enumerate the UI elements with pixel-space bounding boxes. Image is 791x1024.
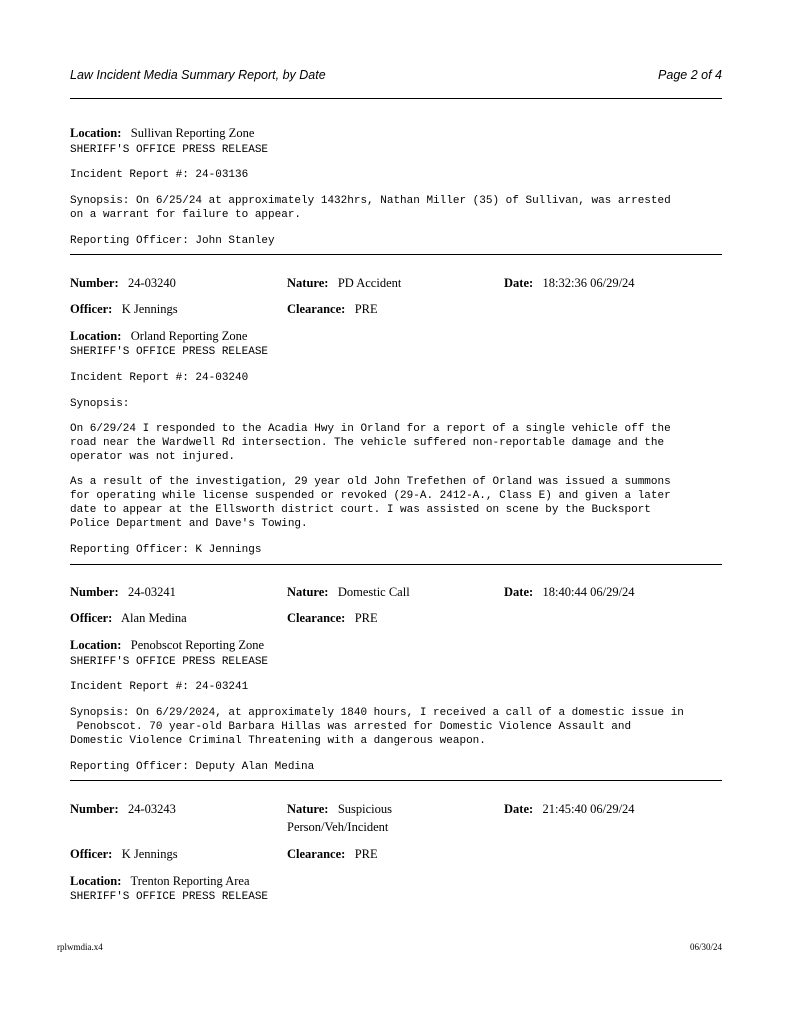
entry0-press: SHERIFF'S OFFICE PRESS RELEASE: [70, 144, 269, 156]
location-label: Location:: [70, 638, 122, 652]
entry2-reporting-officer: Reporting Officer: Deputy Alan Medina: [70, 761, 315, 773]
nature-value: Domestic Call: [337, 585, 410, 599]
entry1-location: [70, 327, 247, 345]
entry1-press: SHERIFF'S OFFICE PRESS RELEASE: [70, 346, 269, 358]
entry3-clearance: [287, 845, 378, 863]
entry2-nature: [287, 583, 410, 601]
report-header: [70, 68, 722, 86]
entry1-synopsis-paragraph-1: On 6/29/24 I responded to the Acadia Hwy in Orland for a report of a single vehicle off the road near the Wardwell Rd intersection. The vehicle suffered non-reportable damage and the operator was not injured.: [70, 423, 671, 463]
entry2-location: [70, 636, 264, 654]
entry2-number: [70, 583, 176, 601]
entry1-clearance: [287, 300, 378, 318]
entry2-synopsis: Synopsis: On 6/29/2024, at approximately 1840 hours, I received a call of a domestic issue in Penobscot. 70 year-old Barbara Hillas was arrested for Domestic Violence Assault and Domestic Violence Criminal Threatening with a dangerous weapon.: [70, 707, 684, 747]
entry-divider: [70, 254, 722, 255]
header-rule: [70, 98, 722, 99]
officer-label: Officer:: [70, 611, 113, 625]
entry2-officer: [70, 609, 187, 627]
entry0-location: [70, 124, 254, 142]
entry0-incident: Incident Report #: 24-03136: [70, 169, 249, 181]
date-label: Date:: [504, 585, 534, 599]
clearance-value: PRE: [354, 302, 378, 316]
clearance-label: Clearance:: [287, 302, 346, 316]
officer-label: Officer:: [70, 302, 113, 316]
entry3-nature-continued: Person/Veh/Incident: [287, 820, 389, 834]
number-value: 24-03241: [127, 585, 176, 599]
entry2-clearance: [287, 609, 378, 627]
entry3-officer: [70, 845, 178, 863]
number-value: 24-03243: [127, 802, 176, 816]
officer-value: Alan Medina: [121, 611, 187, 625]
entry1-number: [70, 274, 176, 292]
nature-value: PD Accident: [337, 276, 402, 290]
clearance-label: Clearance:: [287, 611, 346, 625]
entry1-date: [504, 274, 635, 292]
date-value: 18:40:44 06/29/24: [542, 585, 635, 599]
entry0-reporting-officer: Reporting Officer: John Stanley: [70, 235, 275, 247]
footer-date: 06/30/24: [689, 942, 722, 952]
entry1-nature: [287, 274, 401, 292]
location-value: Sullivan Reporting Zone: [130, 126, 255, 140]
number-label: Number:: [70, 802, 119, 816]
report-title: Law Incident Media Summary Report, by Date: [70, 68, 326, 82]
location-label: Location:: [70, 126, 122, 140]
officer-value: K Jennings: [121, 302, 178, 316]
clearance-label: Clearance:: [287, 847, 346, 861]
location-label: Location:: [70, 874, 122, 888]
footer-report-id: rplwmdia.x4: [57, 942, 103, 952]
entry1-synopsis-paragraph-2: As a result of the investigation, 29 year old John Trefethen of Orland was issued a summons for operating while license suspended or revoked (29-A. 2412-A., Class E) and given a later date to appear at the Ellsworth district court. I was assisted on scene by the Bucksport Police Department and Dave's Towing.: [70, 476, 671, 530]
officer-value: K Jennings: [121, 847, 178, 861]
number-value: 24-03240: [127, 276, 176, 290]
clearance-value: PRE: [354, 611, 378, 625]
entry3-location: [70, 872, 250, 890]
entry1-officer: [70, 300, 178, 318]
number-label: Number:: [70, 585, 119, 599]
nature-label: Nature:: [287, 585, 329, 599]
date-value: 18:32:36 06/29/24: [542, 276, 635, 290]
entry2-date: [504, 583, 635, 601]
entry3-date: [504, 800, 635, 818]
entry-divider: [70, 564, 722, 565]
clearance-value: PRE: [354, 847, 378, 861]
nature-value: Suspicious: [337, 802, 392, 816]
entry2-incident: Incident Report #: 24-03241: [70, 681, 249, 693]
number-label: Number:: [70, 276, 119, 290]
entry3-nature: [287, 800, 392, 818]
location-value: Orland Reporting Zone: [130, 329, 248, 343]
entry3-number: [70, 800, 176, 818]
date-label: Date:: [504, 802, 534, 816]
date-label: Date:: [504, 276, 534, 290]
location-value: Penobscot Reporting Zone: [130, 638, 265, 652]
entry1-incident: Incident Report #: 24-03240: [70, 372, 249, 384]
date-value: 21:45:40 06/29/24: [542, 802, 635, 816]
entry1-reporting-officer: Reporting Officer: K Jennings: [70, 544, 262, 556]
entry1-synopsis-label: Synopsis:: [70, 398, 130, 410]
officer-label: Officer:: [70, 847, 113, 861]
entry0-synopsis: Synopsis: On 6/25/24 at approximately 1432hrs, Nathan Miller (35) of Sullivan, was arrested on a warrant for failure to appear.: [70, 195, 671, 221]
location-value: Trenton Reporting Area: [130, 874, 250, 888]
page-number: Page 2 of 4: [658, 68, 722, 82]
entry-divider: [70, 780, 722, 781]
nature-label: Nature:: [287, 276, 329, 290]
location-label: Location:: [70, 329, 122, 343]
entry3-press: SHERIFF'S OFFICE PRESS RELEASE: [70, 891, 269, 903]
entry2-press: SHERIFF'S OFFICE PRESS RELEASE: [70, 656, 269, 668]
nature-label: Nature:: [287, 802, 329, 816]
